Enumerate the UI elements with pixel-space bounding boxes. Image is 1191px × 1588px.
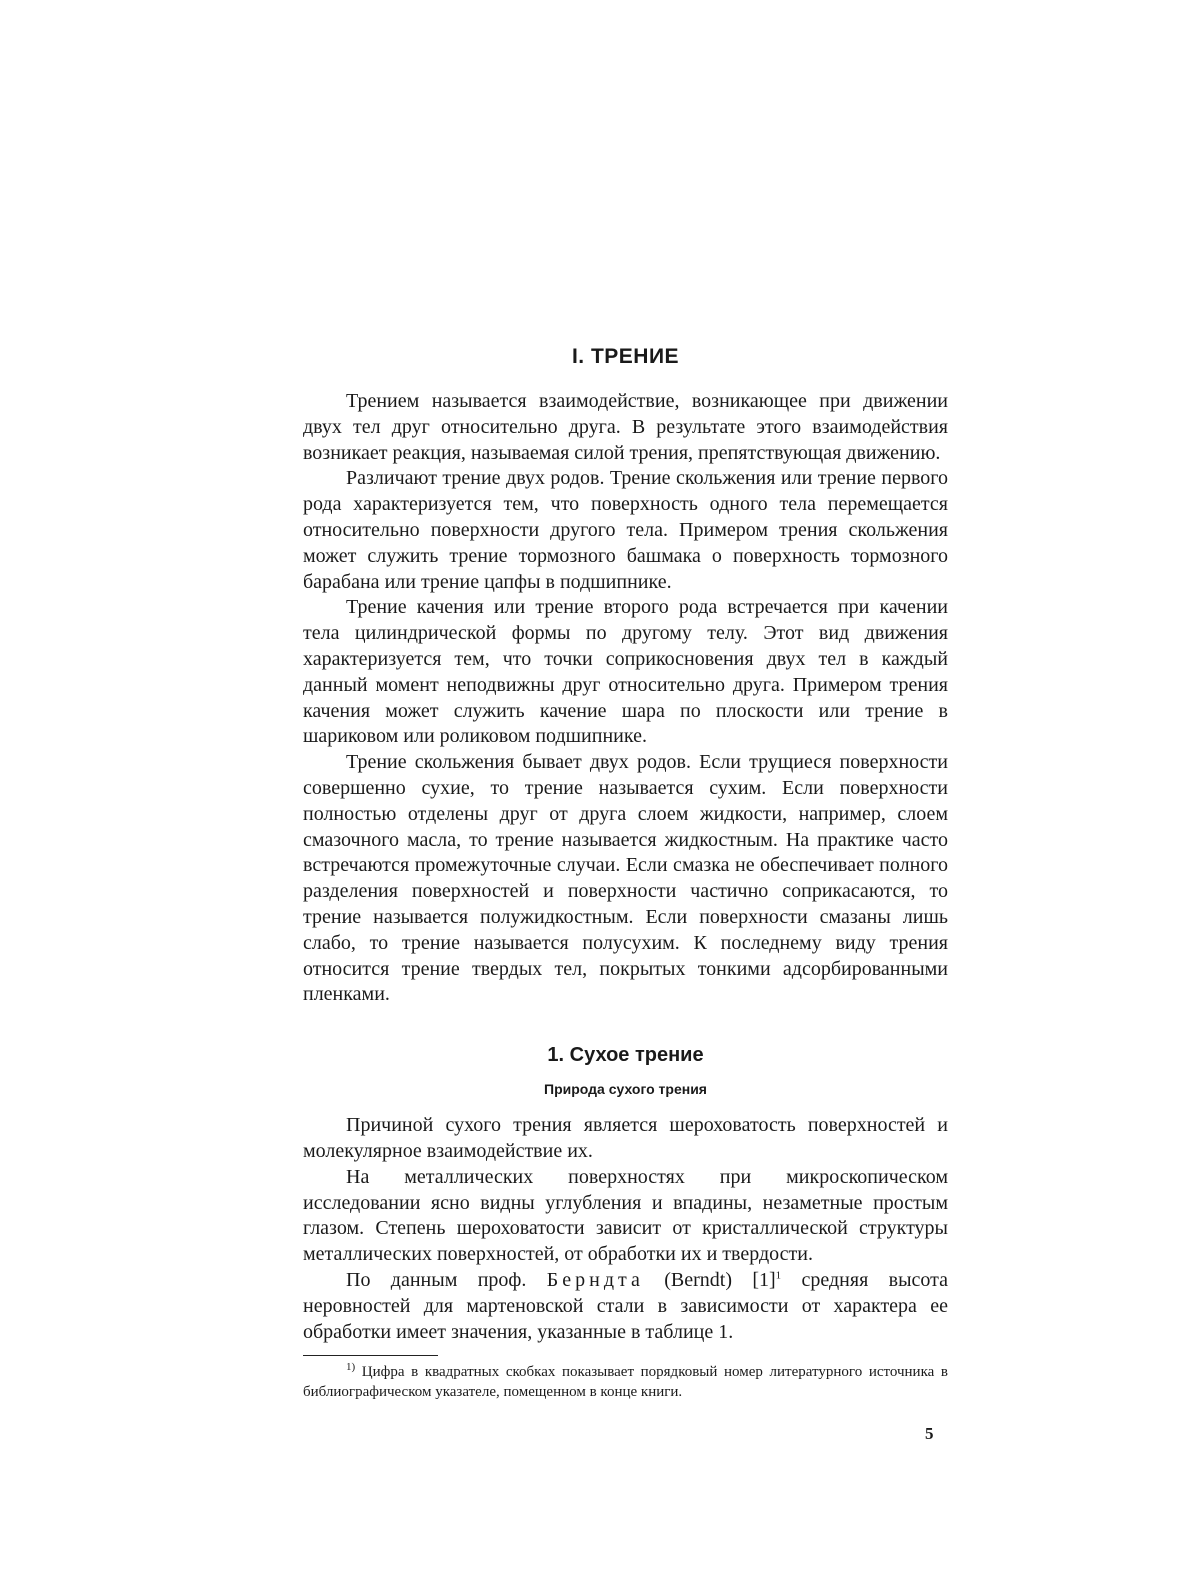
citation: (Berndt) [1]: [643, 1268, 776, 1291]
page-content: [303, 345, 948, 1402]
subsection-title: Природа сухого трения: [544, 1081, 707, 1098]
intro-text: [303, 389, 948, 1008]
footnote-divider: [303, 1355, 438, 1356]
text-segment: По данным проф.: [346, 1268, 547, 1291]
paragraph: Трение скольжения бывает двух родов. Если трущиеся поверхности совершенно сухие, то трение называется сухим. Если поверхности полностью отделены друг от друга слоем жидкости, например, слоем смазочного масла, то трение называется жидкостным. На практике часто встречаются промежуточные случаи. Если смазка не обеспечивает полного разделения поверхностей и поверхности частично соприкасаются, то трение называется полужидкостным. Если поверхности смазаны лишь слабо, то трение называется полусухим. К последнему виду трения относится трение твердых тел, покрытых тонкими адсорбированными пленками.: [303, 751, 948, 1006]
section-text: [303, 1113, 948, 1345]
paragraph: Причиной сухого трения является шероховатость поверхностей и молекулярное взаимодействие их.: [303, 1114, 948, 1162]
footnote-number: 1): [346, 1361, 356, 1374]
text-segment: средняя высота неровностей для мартеновской стали в зависимости от характера ее обработки имеет значения, указанные в таблице 1.: [303, 1268, 948, 1343]
footnote-text: Цифра в квадратных скобках показывает порядковый номер литературного источника в библиографическом указателе, помещенном в конце книги.: [303, 1364, 948, 1401]
paragraph: Трением называется взаимодействие, возникающее при движении двух тел друг относительно друга. В результате этого взаимодействия возникает реакция, называемая силой трения, препятствующая движению.: [303, 390, 948, 464]
paragraph: Трение качения или трение второго рода встречается при качении тела цилиндрической формы по другому телу. Этот вид движения характеризуется тем, что точки соприкосновения двух тел в каждый данный момент неподвижны друг относительно друга. Примером трения качения может служить качение шара по плоскости или трение в шариковом или роликовом подшипнике.: [303, 596, 948, 748]
author-name: Берндта: [546, 1268, 644, 1291]
footnote: [303, 1362, 948, 1402]
footnote-marker: 1: [775, 1269, 782, 1282]
chapter-title: I. ТРЕНИЕ: [571, 345, 680, 368]
page-number: 5: [925, 1424, 934, 1443]
paragraph-with-citation: [303, 1268, 948, 1345]
section-title: 1. Сухое трение: [547, 1044, 704, 1067]
paragraph: На металлических поверхностях при микроскопическом исследовании ясно видны углубления и впадины, незаметные простым глазом. Степень шероховатости зависит от кристаллической структуры металлических поверхностей, от обработки их и твердости.: [303, 1165, 948, 1266]
paragraph: Различают трение двух родов. Трение скольжения или трение первого рода характеризуется тем, что поверхность одного тела перемещается относительно поверхности другого тела. Примером трения скольжения может служить трение тормозного башмака о поверхность тормозного барабана или трение цапфы в подшипнике.: [303, 467, 948, 593]
